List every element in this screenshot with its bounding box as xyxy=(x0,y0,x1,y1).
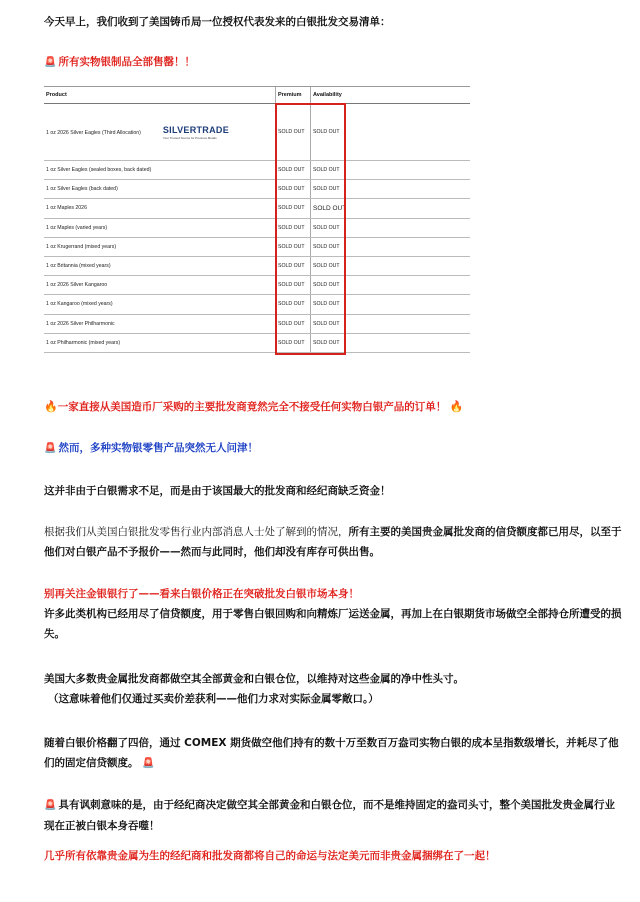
table-row xyxy=(44,104,470,161)
cell-product xyxy=(44,333,276,352)
siren-icon: 🚨 xyxy=(44,443,57,454)
para-hedge: 美国大多数贵金属批发商都做空其全部黄金和白银仓位，以维持对这些金属的净中性头寸。 xyxy=(44,673,464,685)
table-header-row xyxy=(44,87,470,104)
product-name: 1 oz 2026 Silver Philharmonic xyxy=(46,320,115,327)
siren-icon: 🚨 xyxy=(44,800,57,811)
cell-availability: SOLD OUT xyxy=(311,161,471,180)
cell-product xyxy=(44,104,276,161)
cell-product xyxy=(44,218,276,237)
siren-icon: 🚨 xyxy=(44,57,57,68)
para-watch: 别再关注金银银行了——看来白银价格正在突破批发白银市场本身！ xyxy=(44,588,359,600)
wholesale-table xyxy=(44,86,470,354)
table-row xyxy=(44,295,470,314)
fire-icon: 🔥 xyxy=(44,400,58,413)
cell-availability: SOLD OUT xyxy=(311,104,471,161)
para-hedge-note: （这意味着他们仅通过买卖价差获利——他们力求对实际金属零敞口。） xyxy=(48,693,379,705)
cell-premium: SOLD OUT xyxy=(276,104,311,161)
product-name: 1 oz Krugerrand (mixed years) xyxy=(46,243,117,250)
header-availability: Availability xyxy=(311,87,471,104)
cell-availability: SOLD OUT xyxy=(311,295,471,314)
product-name: 1 oz Maples 2026 xyxy=(46,205,87,212)
cell-availability: SOLD OUT xyxy=(311,218,471,237)
cell-premium: SOLD OUT xyxy=(276,161,311,180)
cell-product xyxy=(44,237,276,256)
para-irony-text: 具有讽刺意味的是，由于经纪商决定做空其全部黄金和白银仓位，而不是维持固定的盎司头寸，整个美国批发贵金属行业现在正被白银本身吞噬！ xyxy=(44,799,615,832)
headline-sold-out-text: 所有实物银制品全部售罄！！ xyxy=(58,56,195,68)
cell-availability: SOLD OUT xyxy=(311,237,471,256)
cell-premium: SOLD OUT xyxy=(276,237,311,256)
para-retail xyxy=(44,438,624,459)
para-credit: 许多此类机构已经用尽了信贷额度，用于零售白银回购和向精炼厂运送金属，再加上在白银期货市场做空全部持仓所遭受的损失。 xyxy=(44,608,622,640)
product-name: 1 oz Silver Eagles (back dated) xyxy=(46,186,118,193)
product-name: 1 oz Philharmonic (mixed years) xyxy=(46,339,121,346)
cell-premium: SOLD OUT xyxy=(276,180,311,199)
cell-availability: SOLD OUT xyxy=(311,314,471,333)
cell-product xyxy=(44,256,276,275)
para-insider xyxy=(44,522,624,562)
table-row xyxy=(44,314,470,333)
para-retail-text: 然而，多种实物银零售产品突然无人问津！ xyxy=(58,442,258,454)
table-row xyxy=(44,276,470,295)
para-final: 几乎所有依靠贵金属为生的经纪商和批发商都将自己的命运与法定美元而非贵金属捆绑在了一起！ xyxy=(44,850,496,862)
cell-premium: SOLD OUT xyxy=(276,218,311,237)
siren-icon: 🚨 xyxy=(142,758,155,769)
fire-icon: 🔥 xyxy=(449,400,464,413)
product-name: 1 oz Britannia (mixed years) xyxy=(46,263,111,270)
cell-premium: SOLD OUT xyxy=(276,276,311,295)
table-row xyxy=(44,180,470,199)
product-name: 1 oz Silver Eagles (sealed boxes, back dated) xyxy=(46,167,152,174)
silvertrade-logo xyxy=(163,125,229,140)
table-row xyxy=(44,199,470,218)
table-row xyxy=(44,218,470,237)
para-insider-b: 所有主要的美国贵金属批发商的信贷额度都已用尽， xyxy=(348,526,590,538)
cell-availability: SOLD OUT xyxy=(311,333,471,352)
product-name: 1 oz 2026 Silver Kangaroo xyxy=(46,282,108,289)
header-premium: Premium xyxy=(276,87,311,104)
product-name: 1 oz 2026 Silver Eagles (Third Allocation) xyxy=(46,129,141,136)
cell-premium: SOLD OUT xyxy=(276,333,311,352)
cell-availability: SOLD OUT xyxy=(311,256,471,275)
intro-text: 今天早上，我们收到了美国铸币局一位授权代表发来的白银批发交易清单： xyxy=(44,16,391,28)
table-row xyxy=(44,161,470,180)
cell-availability: SOLD OUT xyxy=(311,180,471,199)
cell-product xyxy=(44,314,276,333)
cell-product xyxy=(44,161,276,180)
cell-premium: SOLD OUT xyxy=(276,295,311,314)
table-row xyxy=(44,256,470,275)
header-product: Product xyxy=(44,87,276,104)
para-dealer-text: 一家直接从美国造币厂采购的主要批发商竟然完全不接受任何实物白银产品的订单！ xyxy=(57,401,447,413)
headline-sold-out xyxy=(44,52,624,73)
cell-premium: SOLD OUT xyxy=(276,256,311,275)
cell-premium: SOLD OUT xyxy=(276,314,311,333)
para-insider-c: 以至于他们对白银产品不予报价——然而与此同时，他们却没有库存可供出售。 xyxy=(44,526,622,558)
para-dealer xyxy=(44,397,624,417)
brand-tagline: Your Trusted Source for Precious Metals xyxy=(162,135,217,140)
para-comex-text: 随着白银价格翻了四倍，通过 COMEX 期货做空他们持有的数十万至数百万盎司实物白银的成本呈指数级增长，并耗尽了他们的固定信贷额度。 xyxy=(44,737,619,769)
product-name: 1 oz Kangaroo (mixed years) xyxy=(46,301,113,308)
para-reason: 这并非由于白银需求不足，而是由于该国最大的批发商和经纪商缺乏资金！ xyxy=(44,485,391,497)
cell-product xyxy=(44,276,276,295)
cell-availability: SOLD OUT xyxy=(311,276,471,295)
table-row xyxy=(44,333,470,352)
brand-name: SILVERTRADE xyxy=(162,124,230,135)
para-insider-a: 根据我们从美国白银批发零售行业内部消息人士处了解到的情况， xyxy=(44,526,349,538)
table-row xyxy=(44,237,470,256)
para-irony xyxy=(44,795,624,836)
para-comex xyxy=(44,733,624,774)
cell-product xyxy=(44,295,276,314)
product-name: 1 oz Maples (varied years) xyxy=(46,224,108,231)
cell-product xyxy=(44,199,276,218)
cell-product xyxy=(44,180,276,199)
cell-availability: SOLD OUT xyxy=(311,199,471,218)
cell-premium: SOLD OUT xyxy=(276,199,311,218)
